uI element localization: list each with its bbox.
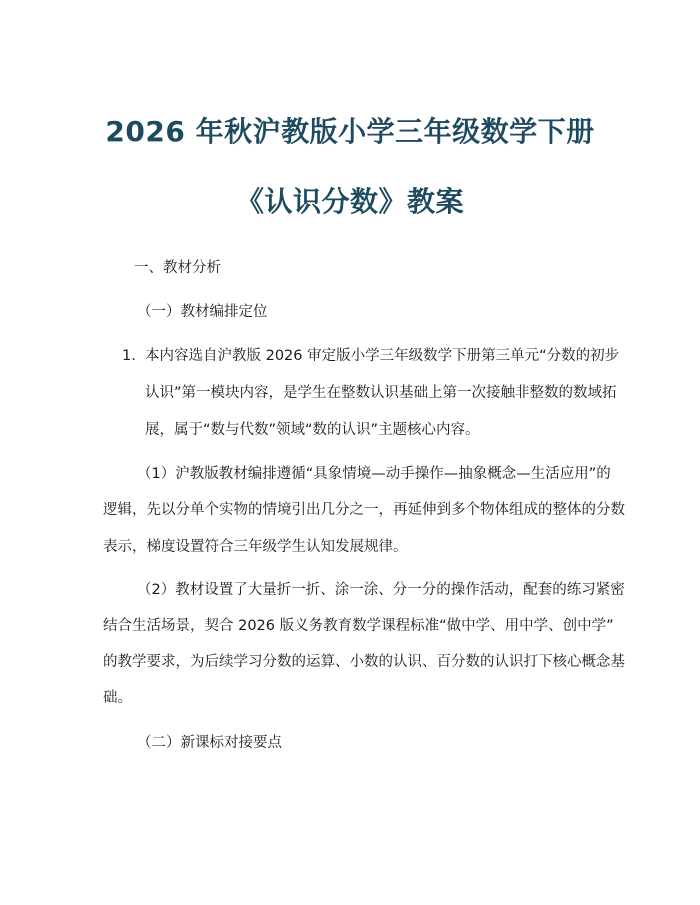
item-number: 1. — [122, 348, 136, 364]
paragraph-line: 础。 — [103, 690, 132, 706]
paragraph-line: 的教学要求，为后续学习分数的运算、小数的认识、百分数的认识打下核心概念基 — [103, 654, 625, 670]
paragraph-line: （1）沪教版教材编排遵循“具象情境—动手操作—抽象概念—生活应用”的 — [137, 466, 611, 482]
item-line: 本内容选自沪教版 2026 审定版小学三年级数学下册第三单元“分数的初步 — [145, 348, 620, 364]
paragraph-line: 表示，梯度设置符合三年级学生认知发展规律。 — [103, 539, 408, 555]
paragraph-line: （2）教材设置了大量折一折、涂一涂、分一分的操作活动，配套的练习紧密 — [137, 582, 625, 598]
document-title-line-1: 2026 年秋沪教版小学三年级数学下册 — [105, 115, 595, 148]
document-title-line-2: 《认识分数》教案 — [235, 185, 464, 218]
subsection-heading-curriculum: （二）新课标对接要点 — [137, 735, 282, 751]
subsection-heading-arrangement: （一）教材编排定位 — [137, 304, 268, 320]
paragraph-line: 逻辑，先以分单个实物的情境引出几分之一，再延伸到多个物体组成的整体的分数 — [103, 502, 625, 518]
section-heading-textbook-analysis: 一、教材分析 — [134, 260, 221, 276]
paragraph-line: 结合生活场景，契合 2026 版义务教育数学课程标准“做中学、用中学、创中学” — [103, 618, 614, 634]
item-line: 展，属于“数与代数”领域“数的认识”主题核心内容。 — [145, 422, 480, 438]
item-line: 认识”第一模块内容，是学生在整数认识基础上第一次接触非整数的数域拓 — [145, 385, 617, 401]
